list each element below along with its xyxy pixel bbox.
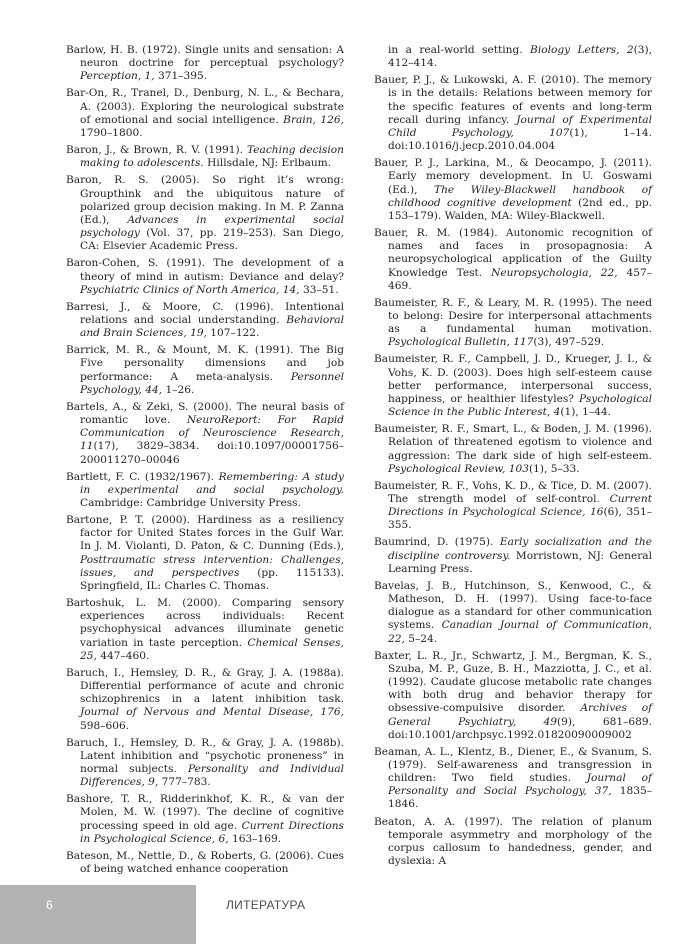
reference-entry [66,174,344,253]
reference-locator: 107–122. [206,327,260,340]
reference-text: Bauer, R. M. (1984). Autonomic recognition of names and faces in prosopagnosia: A neuropsychological application of the Guilty Knowledge Test. [374,227,652,279]
reference-text: Bauer, P. J., Larkina, M., & Deocampo, J. (2011). Early memory development. In U. Goswami (Ed.), [374,157,652,196]
reference-entry [66,44,344,83]
reference-entry [66,301,344,340]
reference-entry [66,850,344,876]
reference-locator: (3), 497–529. [533,336,605,349]
reference-source: Canadian Journal of Communication, 22, [388,619,652,645]
reference-source: Journal of Experimental Child Psychology, 107 [388,113,652,139]
reference-source: Neuropsychologia, 22, [491,266,618,279]
references-right-column [374,44,652,872]
reference-text: Baumeister, R. F., Vohs, K. D., & Tice, D. M. (2007). The strength model of self-control. [374,479,652,505]
reference-locator: 5–24. [404,632,438,645]
reference-entry [66,344,344,397]
reference-source: Remembering: A study in experimental and social psychology. [80,470,345,496]
reference-entry [374,297,652,350]
footer-page-tab [0,885,196,944]
reference-locator: 457–469. [388,266,652,292]
reference-text: Baron, J., & Brown, R. V. (1991). [66,144,248,157]
reference-source: Advances in experimental social psychology [80,213,344,240]
reference-locator: 371–395. [154,70,208,83]
reference-locator: 447–460. [96,649,150,662]
reference-entry [66,667,344,733]
reference-entry [374,536,652,575]
reference-text: Bashore, T. R., Ridderinkhof, K. R., & van der Molen, M. W. (1997). The decline of cognitive processing speed in old age. [66,793,344,832]
reference-text: Bateson, M., Nettle, D., & Roberts, G. (2006). Cues of being watched enhance cooperation [66,849,344,876]
reference-entry [374,746,652,812]
reference-entry [374,74,652,153]
reference-source: Journal of Nervous and Mental Disease, 176, [80,706,344,719]
reference-entry [66,514,344,593]
reference-locator: 1835–1846. [388,785,653,811]
reference-locator: 1790–1800. [80,126,143,139]
reference-locator: Cambridge: Cambridge University Press. [80,497,301,509]
reference-source: Brain, 126, [283,113,344,126]
reference-text: Bar-On, R., Tranel, D., Denburg, N. L., & Bechara, A. (2003). Exploring the neurological substrate of emotional and social intelligence. [66,87,344,126]
reference-entry [374,44,652,70]
reference-text: Baron-Cohen, S. (1991). The development of a theory of mind in autism: Deviance and delay? [66,257,344,283]
reference-locator: (17), 3829–3834. doi:10.1097/00001756–200011270–00046 [80,440,344,466]
reference-text: Baumeister, R. F., Smart, L., & Boden, J. M. (1996). Relation of threatened egotism to violence and aggression: The dark side of high self-esteem. [374,423,652,462]
reference-text: Barresi, J., & Moore, C. (1996). Intentional relations and social understanding. [66,300,344,326]
reference-source: Personality and Individual Differences, 9, [80,762,344,789]
reference-source: Psychological Science in the Public Interest, 4 [388,392,652,419]
reference-source: Current Directions in Psychological Science, 6, [80,819,344,845]
reference-source: Archives of General Psychiatry, 49 [388,702,652,728]
reference-locator: (pp. 115133). Springfield, IL: Charles C. Thomas. [80,566,344,592]
reference-locator: 163–169. [228,832,282,845]
reference-source: The Wiley-Blackwell handbook of childhood cognitive development [388,183,652,209]
reference-text: in a real-world setting. [388,44,531,56]
reference-locator: 598–606. [80,719,130,732]
reference-entry [374,480,652,533]
reference-entry [66,471,344,510]
page-number: 6 [46,898,53,912]
reference-source: Psychiatric Clinics of North America, 14, [80,283,300,296]
reference-entry [66,597,344,663]
reference-text: Barlow, H. B. (1972). Single units and sensation: A neuron doctrine for perceptual psychology? [66,44,344,70]
reference-source: Psychological Bulletin, 117 [388,336,534,349]
reference-source: Teaching decision making to adolescents. [80,144,345,170]
reference-text: Bartoshuk, L. M. (2000). Comparing sensory experiences across individuals: Recent psychophysical advances illuminate genetic variation in taste perception. [66,597,344,649]
reference-text: Baruch, I., Hemsley, D. R., & Gray, J. A. (1988a). Differential performance of acute and chronic schizophrenics in a latent inhibition task. [66,666,344,706]
reference-source: NeuroReport: For Rapid Communication of Neuroscience Research, 11 [80,414,344,453]
reference-locator: Morristown, NJ: General Learning Press. [388,549,653,575]
reference-entry [374,157,652,223]
reference-source: Biology Letters, 2 [530,44,634,56]
reference-entry [374,227,652,293]
reference-locator: 33–51. [299,283,339,296]
reference-text: Baumeister, R. F., & Leary, M. R. (1995). The need to belong: Desire for interpersonal attachments as a fundamental human motivation. [374,296,652,336]
reference-entry [374,423,652,476]
reference-text: Bartels, A., & Zeki, S. (2000). The neural basis of romantic love. [66,400,344,427]
reference-source: Personnel Psychology, 44, [80,370,344,396]
reference-locator: (3), 412–414. [388,44,652,70]
reference-entry [374,650,652,742]
reference-locator: Hillsdale, NJ: Erlbaum. [203,157,332,170]
running-title: ЛИТЕРАТУРА [226,898,306,912]
reference-text: Beaman, A. L., Klentz, B., Diener, E., & Svanum, S. (1979). Self-awareness and transgression in children: Two field studies. [374,745,652,785]
reference-entry [66,257,344,296]
reference-locator: (6), 351–355. [388,506,652,532]
reference-entry [66,87,344,140]
reference-locator: 777–783. [158,776,211,789]
reference-source: Posttraumatic stress intervention: Challenges, issues, and perspectives [80,553,344,579]
reference-locator: (2nd ed., pp. 153–179). Walden, MA: Wiley-Blackwell. [388,196,652,222]
reference-text: Beaton, A. A. (1997). The relation of planum temporale asymmetry and morphology of the corpus callosum to handedness, gender, and dyslexia: A [374,815,652,868]
reference-locator: (Vol. 37, pp. 219–253). San Diego, CA: Elsevier Academic Press. [80,227,344,253]
references-left-column [66,44,344,880]
reference-entry [66,144,344,170]
reference-text: Barrick, M. R., & Mount, M. K. (1991). The Big Five personality dimensions and job performance: A meta-analysis. [66,344,344,383]
reference-text: Baron, R. S. (2005). So right it’s wrong: Groupthink and the ubiquitous nature of polarized group decision making. In M. P. Zanna (Ed.), [66,174,344,226]
reference-source: Early socialization and the discipline controversy. [388,536,652,562]
reference-text: Baxter, L. R., Jr., Schwartz, J. M., Bergman, K. S., Szuba, M. P., Guze, B. H., Mazziotta, J. C., et al. (1992). Caudate glucose metabolic rate changes with both drug and behavior therapy for obsessive-compulsive disorder. [374,649,652,715]
reference-entry [374,580,652,646]
reference-source: Current Directions in Psychological Science, 16 [388,493,652,519]
reference-locator: (1), 1–44. [560,406,612,419]
reference-source: Journal of Personality and Social Psychology, 37, [388,772,652,798]
reference-locator: 1–26. [162,383,195,396]
reference-source: Behavioral and Brain Sciences, 19, [80,313,344,340]
reference-text: Baumeister, R. F., Campbell, J. D., Krueger, J. I., & Vohs, K. D. (2003). Does high self-esteem cause better performance, interpersonal success, happiness, or healthier lifestyles? [374,353,652,405]
reference-text: Bartone, P. T. (2000). Hardiness as a resiliency factor for United States forces in the Gulf War. In J. M. Violanti, D. Paton, & C. Dunning (Eds.), [66,514,344,553]
reference-text: Bauer, P. J., & Lukowski, A. F. (2010). The memory is in the details: Relations between memory for the specific features of events and long-term recall during infancy. [374,74,652,126]
reference-entry [66,401,344,467]
reference-source: Perception, 1, [80,70,155,83]
reference-text: Bavelas, J. B., Hutchinson, S., Kenwood, C., & Matheson, D. H. (1997). Using face-to-face dialogue as a standard for other communication systems. [374,579,652,632]
reference-entry [66,737,344,790]
reference-text: Baruch, I., Hemsley, D. R., & Gray, J. A. (1988b). Latent inhibition and “psychotic proneness” in normal subjects. [66,736,344,775]
reference-source: Chemical Senses, 25, [80,636,344,662]
reference-source: Psychological Review, 103 [388,462,529,475]
reference-entry [66,793,344,846]
reference-locator: (1), 1–14. doi:10.1016/j.jecp.2010.04.004 [388,126,652,153]
reference-text: Bartlett, F. C. (1932/1967). [66,470,219,483]
reference-entry [374,816,652,869]
reference-entry [374,353,652,419]
reference-locator: (1), 5–33. [529,462,580,475]
reference-locator: (9), 681–689. doi:10.1001/archpsyc.1992.01820090009002 [388,715,652,741]
reference-text: Baumrind, D. (1975). [374,536,500,549]
